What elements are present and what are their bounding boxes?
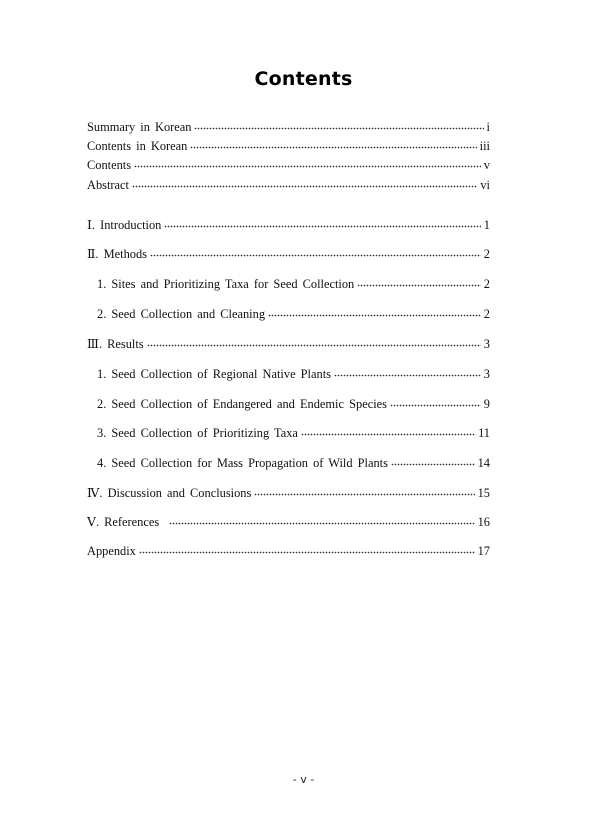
dot-leader bbox=[357, 284, 481, 287]
toc-entry-contents bbox=[87, 157, 490, 173]
dot-leader bbox=[391, 463, 475, 466]
toc-entry-discussion-and-conclusions bbox=[87, 485, 490, 501]
dot-leader bbox=[134, 165, 481, 168]
toc-entry-page: 2 bbox=[483, 307, 490, 321]
toc-entry-appendix bbox=[87, 543, 490, 559]
toc-entry-page: 1 bbox=[483, 218, 490, 232]
toc-entry-label: Ⅰ. Introduction bbox=[87, 218, 162, 232]
toc-entry-seed-collection-and-cleaning bbox=[97, 306, 490, 322]
toc-entry-page: 9 bbox=[483, 397, 490, 411]
dot-leader bbox=[254, 493, 474, 496]
toc-entry-summary-in-korean bbox=[87, 119, 490, 135]
dot-leader bbox=[268, 314, 481, 317]
dot-leader bbox=[150, 254, 481, 257]
toc-entry-endangered-and-endemic-species bbox=[97, 396, 490, 412]
toc-entry-abstract bbox=[87, 177, 490, 193]
toc-entry-mass-propagation bbox=[97, 455, 490, 471]
toc-entry-label: Appendix bbox=[87, 544, 136, 558]
toc-entry-page: 2 bbox=[483, 247, 490, 261]
page-number-footer: - v - bbox=[292, 773, 315, 786]
toc-entry-label: Ⅱ. Methods bbox=[87, 247, 147, 261]
toc-entry-contents-in-korean bbox=[87, 138, 490, 154]
toc-entry-page: 11 bbox=[478, 426, 490, 440]
dot-leader bbox=[190, 146, 476, 149]
dot-leader bbox=[390, 404, 481, 407]
toc-entry-page: 14 bbox=[477, 456, 490, 470]
toc-entry-page: 15 bbox=[477, 486, 490, 500]
toc-entry-label: 2. Seed Collection of Endangered and Endemic Species bbox=[97, 397, 387, 411]
toc-entry-results bbox=[87, 336, 490, 352]
dot-leader bbox=[169, 522, 474, 525]
toc-entry-label: Ⅲ. Results bbox=[87, 337, 144, 351]
dot-leader bbox=[301, 433, 475, 436]
dot-leader bbox=[147, 344, 481, 347]
toc-entry-prioritizing-taxa bbox=[97, 425, 490, 441]
toc-entry-page: vi bbox=[480, 178, 490, 192]
toc-entry-page: v bbox=[483, 158, 490, 172]
toc-entry-page: 3 bbox=[483, 337, 490, 351]
toc-entry-label: Contents in Korean bbox=[87, 139, 188, 153]
dot-leader bbox=[164, 225, 480, 228]
dot-leader bbox=[132, 185, 477, 188]
dot-leader bbox=[194, 127, 483, 130]
dot-leader bbox=[139, 551, 475, 554]
toc-entry-sites-and-prioritizing-taxa bbox=[97, 276, 490, 292]
toc-entry-label: 2. Seed Collection and Cleaning bbox=[97, 307, 266, 321]
page-title: Contents bbox=[254, 68, 353, 90]
toc-entry-page: 3 bbox=[483, 367, 490, 381]
toc-entry-page: i bbox=[486, 120, 490, 134]
toc-entry-label: 1. Sites and Prioritizing Taxa for Seed Collection bbox=[97, 277, 355, 291]
toc-entry-page: 16 bbox=[477, 515, 490, 529]
toc-entry-label: Summary in Korean bbox=[87, 120, 192, 134]
toc-entry-page: 2 bbox=[483, 277, 490, 291]
toc-entry-page: iii bbox=[479, 139, 490, 153]
toc-entry-label: 3. Seed Collection of Prioritizing Taxa bbox=[97, 426, 298, 440]
toc-entry-label: Ⅴ. References bbox=[87, 515, 160, 529]
toc-entry-page: 17 bbox=[477, 544, 490, 558]
toc-entry-references bbox=[87, 514, 490, 530]
toc-entry-label: 1. Seed Collection of Regional Native Plants bbox=[97, 367, 331, 381]
dot-leader bbox=[334, 374, 481, 377]
toc-entry-introduction bbox=[87, 217, 490, 233]
toc-entry-label: Ⅳ. Discussion and Conclusions bbox=[87, 486, 252, 500]
toc-entry-label: Abstract bbox=[87, 178, 129, 192]
toc-entry-label: 4. Seed Collection for Mass Propagation of Wild Plants bbox=[97, 456, 388, 470]
toc-entry-regional-native-plants bbox=[97, 366, 490, 382]
toc-entry-methods bbox=[87, 246, 490, 262]
toc-entry-label: Contents bbox=[87, 158, 132, 172]
